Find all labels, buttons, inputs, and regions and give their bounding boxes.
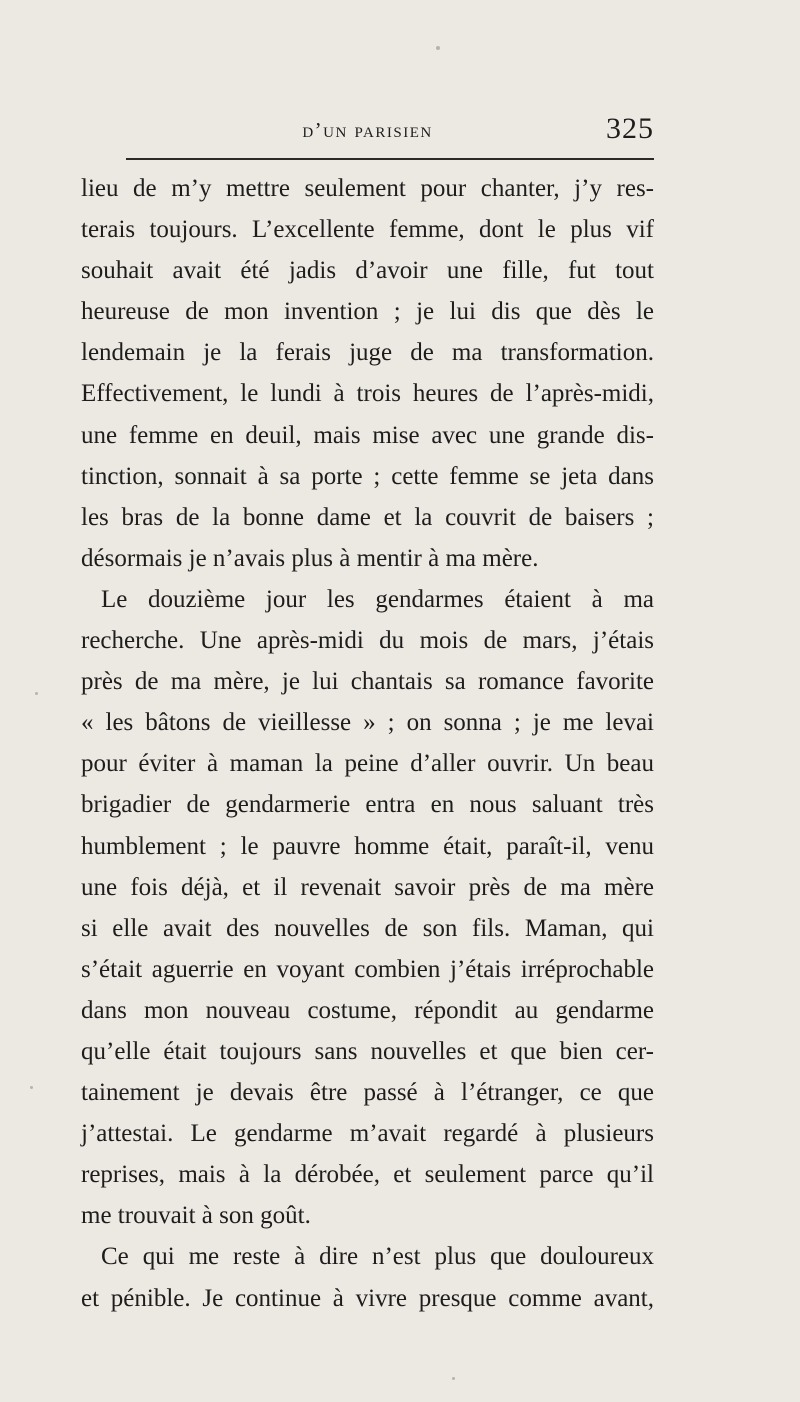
text-line: et pénible. Je continue à vivre presque comme avant, <box>81 1284 654 1312</box>
paper-speck <box>30 1086 33 1089</box>
text-line: lieu de m’y mettre seulement pour chanter, j’y res- <box>81 175 654 202</box>
text-line: « les bâtons de vieillesse » ; on sonna ; je me levai <box>81 709 654 737</box>
text-line: désormais je n’avais plus à mentir à ma mère. <box>81 544 539 572</box>
running-head <box>81 112 654 152</box>
text-line: tinction, sonnait à sa porte ; cette femme se jeta dans <box>81 462 654 490</box>
text-line: reprises, mais à la dérobée, et seulement parce qu’il <box>81 1161 654 1189</box>
text-line: une femme en deuil, mais mise avec une grande dis- <box>81 421 654 449</box>
text-line: dans mon nouveau costume, répondit au gendarme <box>81 996 654 1024</box>
body-text <box>81 168 654 1319</box>
text-line: Ce qui me reste à dire n’est plus que douloureux <box>101 1243 654 1271</box>
paper-speck <box>452 1377 455 1380</box>
paper-speck <box>35 692 38 695</box>
text-line: pour éviter à maman la peine d’aller ouvrir. Un beau <box>81 750 654 778</box>
text-line: tainement je devais être passé à l’étranger, ce que <box>81 1079 654 1107</box>
text-line: qu’elle était toujours sans nouvelles et que bien cer- <box>81 1037 654 1065</box>
text-line: brigadier de gendarmerie entra en nous saluant très <box>81 791 654 819</box>
text-line: souhait avait été jadis d’avoir une fille, fut tout <box>81 257 654 285</box>
page-number: 325 <box>606 112 654 145</box>
text-line: Effectivement, le lundi à trois heures de l’après-midi, <box>81 380 654 408</box>
text-line: Le douzième jour les gendarmes étaient à ma <box>101 585 654 613</box>
text-line: s’était aguerrie en voyant combien j’étais irréprochable <box>81 955 654 983</box>
text-line: heureuse de mon invention ; je lui dis que dès le <box>81 298 654 326</box>
text-line: me trouvait à son goût. <box>81 1202 311 1230</box>
text-line: j’attestai. Le gendarme m’avait regardé à plusieurs <box>81 1120 654 1148</box>
text-line: humblement ; le pauvre homme était, paraît-il, venu <box>81 832 654 860</box>
running-title: d’un parisien <box>302 118 433 142</box>
text-line: près de ma mère, je lui chantais sa romance favorite <box>81 668 654 696</box>
text-line: lendemain je la ferais juge de ma transformation. <box>81 339 654 367</box>
text-line: recherche. Une après-midi du mois de mars, j’étais <box>81 627 654 655</box>
text-line: si elle avait des nouvelles de son fils. Maman, qui <box>81 914 654 942</box>
paper-speck <box>436 46 440 50</box>
text-line: terais toujours. L’excellente femme, dont le plus vif <box>81 216 654 244</box>
text-line: les bras de la bonne dame et la couvrit de baisers ; <box>81 503 654 531</box>
header-rule <box>126 158 654 160</box>
text-line: une fois déjà, et il revenait savoir près de ma mère <box>81 873 654 901</box>
